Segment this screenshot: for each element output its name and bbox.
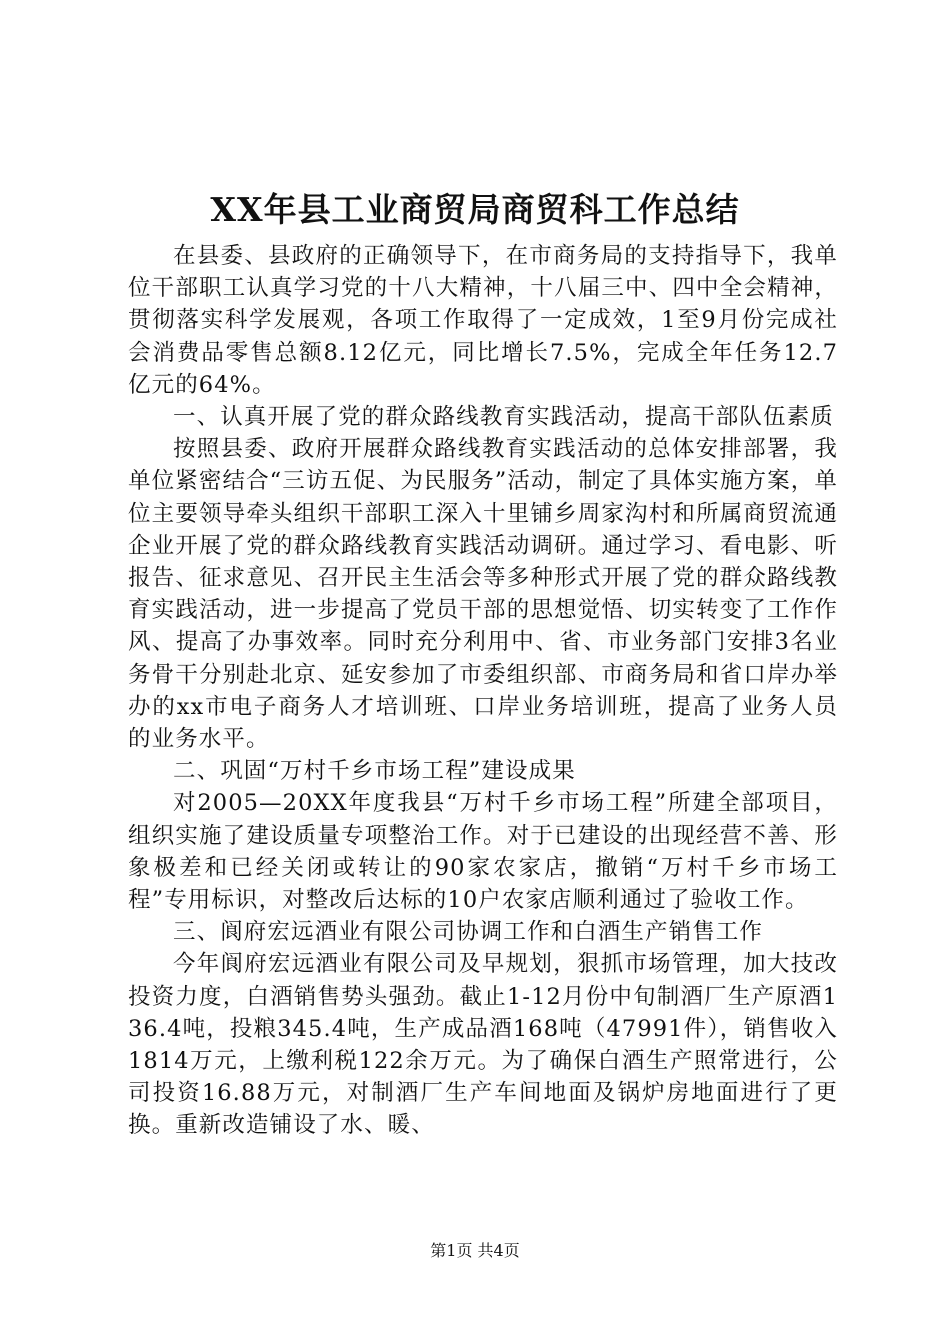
section-2-heading: 二、巩固“万村千乡市场工程”建设成果 (173, 758, 576, 785)
intro-paragraph: 在县委、县政府的正确领导下，在市商务局的支持指导下，我单位干部职工认真学习党的十八大精神，十八届三中、四中全会精神，贯彻落实科学发展观，各项工作取得了一定成效，1至9月份完成社会消费品零售总额8.12亿元，同比增长7.5%，完成全年任务12.7亿元的64%。 (128, 243, 838, 398)
document-title: XX年县工业商贸局商贸科工作总结 (210, 190, 740, 229)
document-body (128, 240, 838, 1142)
page-number-footer: 第1页 共4页 (430, 1241, 520, 1260)
section-2-paragraph: 对2005—20XX年度我县“万村千乡市场工程”所建全部项目，组织实施了建设质量专项整治工作。对于已建设的出现经营不善、形象极差和已经关闭或转让的90家农家店，撤销“万村千乡市场工程”专用标识，对整改后达标的10户农家店顺利通过了验收工作。 (128, 790, 838, 914)
section-1-heading: 一、认真开展了党的群众路线教育实践活动，提高干部队伍素质 (173, 404, 834, 431)
section-3-paragraph: 今年阆府宏远酒业有限公司及早规划，狠抓市场管理，加大技改投资力度，白酒销售势头强劲。截止1-12月份中旬制酒厂生产原酒136.4吨，投粮345.4吨，生产成品酒168吨（47991件），销售收入1814万元，上缴利税122余万元。为了确保白酒生产照常进行，公司投资16.88万元，对制酒厂生产车间地面及锅炉房地面进行了更换。重新改造铺设了水、暖、 (128, 951, 838, 1139)
section-1-paragraph: 按照县委、政府开展群众路线教育实践活动的总体安排部署，我单位紧密结合“三访五促、为民服务”活动，制定了具体实施方案，单位主要领导牵头组织干部职工深入十里铺乡周家沟村和所属商贸流通企业开展了党的群众路线教育实践活动调研。通过学习、看电影、听报告、征求意见、召开民主生活会等多种形式开展了党的群众路线教育实践活动，进一步提高了党员干部的思想觉悟、切实转变了工作作风、提高了办事效率。同时充分利用中、省、市业务部门安排3名业务骨干分别赴北京、延安参加了市委组织部、市商务局和省口岸办举办的xx市电子商务人才培训班、口岸业务培训班，提高了业务人员的业务水平。 (128, 436, 838, 753)
section-3-heading: 三、阆府宏远酒业有限公司协调工作和白酒生产销售工作 (173, 919, 764, 946)
